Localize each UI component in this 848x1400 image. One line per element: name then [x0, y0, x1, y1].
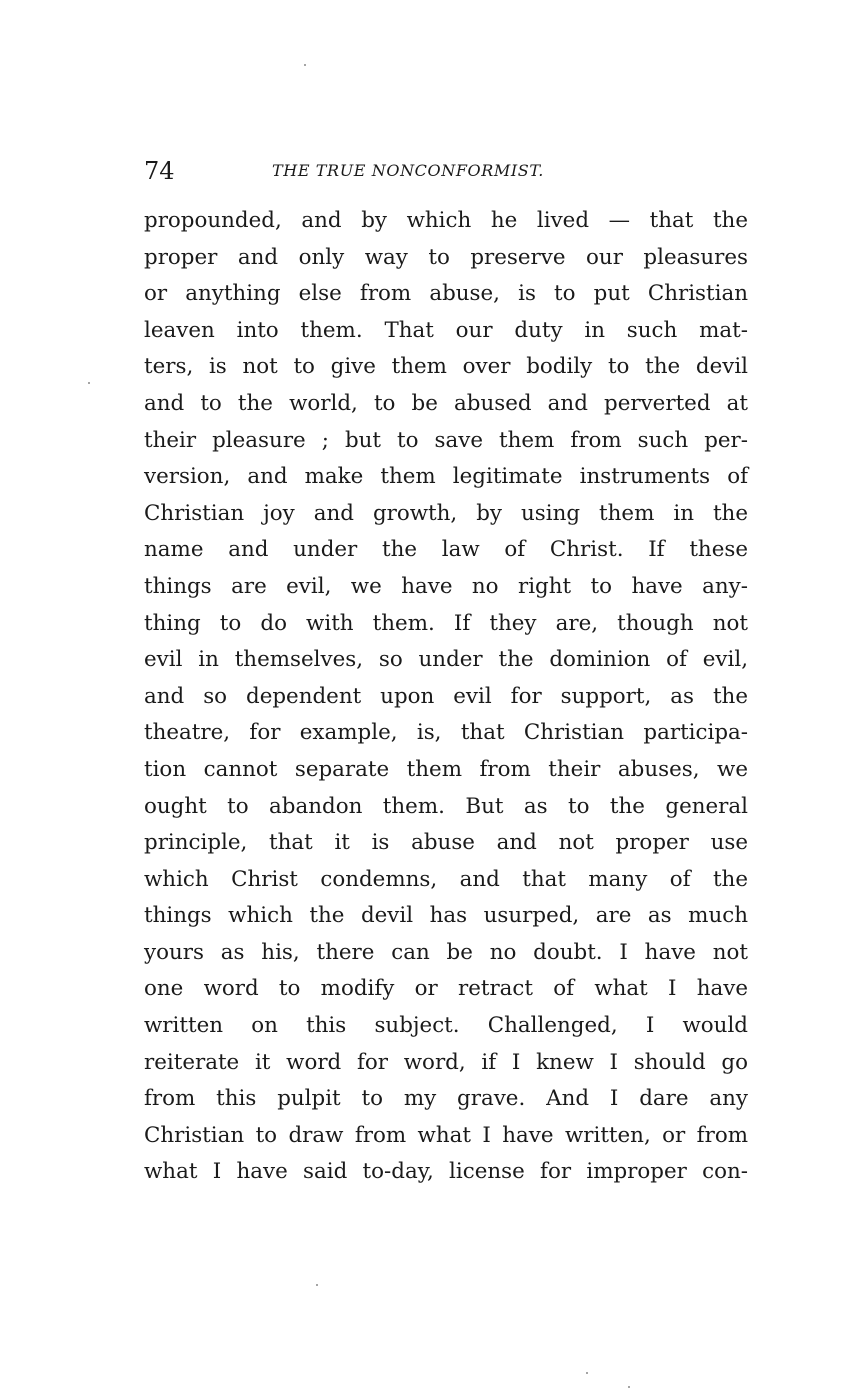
- text-line: proper and only way to preserve our pleasures: [144, 244, 748, 270]
- text-line: their pleasure ; but to save them from such per-: [144, 427, 748, 453]
- text-line: and so dependent upon evil for support, as the: [144, 683, 748, 709]
- text-line: thing to do with them. If they are, though not: [144, 610, 748, 636]
- scan-speck: [628, 1386, 630, 1388]
- text-line: written on this subject. Challenged, I would: [144, 1013, 748, 1039]
- text-line: from this pulpit to my grave. And I dare any: [144, 1086, 748, 1112]
- body-text: [144, 203, 748, 1191]
- scan-speck: [586, 1372, 588, 1374]
- page-header: [144, 154, 748, 188]
- text-line: Christian to draw from what I have written, or from: [144, 1122, 748, 1148]
- scan-speck: [304, 64, 306, 66]
- scan-speck: [88, 382, 90, 384]
- text-line: things are evil, we have no right to have any-: [144, 573, 748, 599]
- text-line: or anything else from abuse, is to put Christian: [144, 281, 748, 307]
- text-line: name and under the law of Christ. If these: [144, 537, 748, 563]
- text-line: ters, is not to give them over bodily to the devil: [144, 354, 748, 380]
- text-line: what I have said to-day, license for improper con-: [144, 1159, 748, 1185]
- scan-speck: [316, 1284, 318, 1286]
- text-line: version, and make them legitimate instruments of: [144, 464, 748, 490]
- text-line: yours as his, there can be no doubt. I have not: [144, 939, 748, 965]
- text-line: evil in themselves, so under the dominion of evil,: [144, 647, 748, 673]
- text-line: tion cannot separate them from their abuses, we: [144, 756, 748, 782]
- text-line: leaven into them. That our duty in such mat-: [144, 317, 748, 343]
- text-line: things which the devil has usurped, are as much: [144, 903, 748, 929]
- text-line: principle, that it is abuse and not proper use: [144, 830, 748, 856]
- text-line: propounded, and by which he lived — that the: [144, 208, 748, 233]
- text-line: theatre, for example, is, that Christian participa-: [144, 720, 748, 746]
- page-number: 74: [144, 157, 175, 185]
- running-title: THE TRUE NONCONFORMIST.: [272, 161, 544, 180]
- text-line: reiterate it word for word, if I knew I should go: [144, 1049, 748, 1075]
- text-line: which Christ condemns, and that many of the: [144, 866, 748, 892]
- text-line: and to the world, to be abused and perverted at: [144, 390, 748, 416]
- text-line: Christian joy and growth, by using them in the: [144, 500, 748, 526]
- text-line: ought to abandon them. But as to the general: [144, 793, 748, 819]
- text-line: one word to modify or retract of what I have: [144, 976, 748, 1002]
